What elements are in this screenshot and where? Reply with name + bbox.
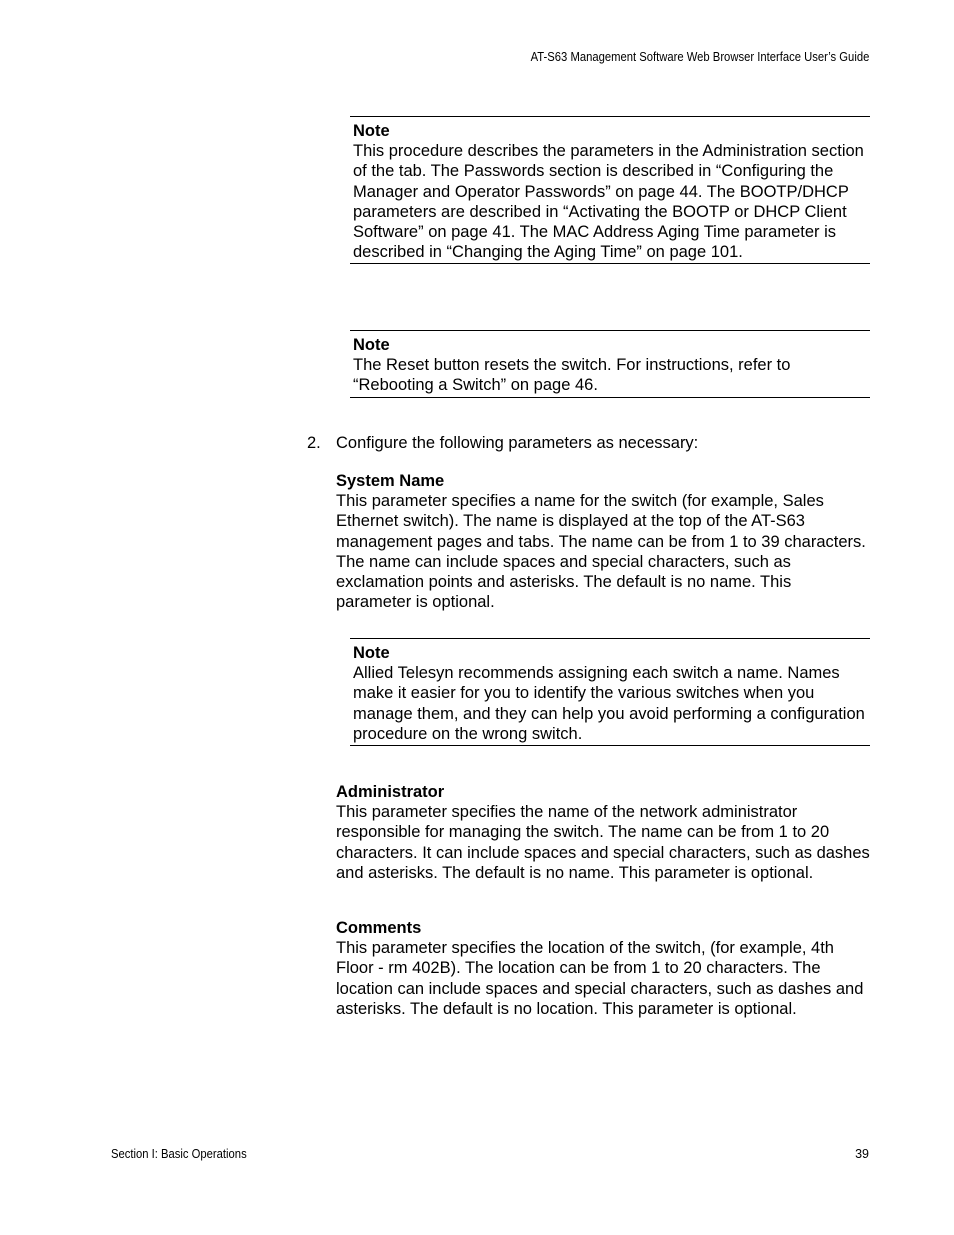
note-title: Note xyxy=(353,122,390,140)
note-body: This procedure describes the parameters in the Administration section of the tab. The Passwords section is described in “Configuring the Manager and Operator Passwords” on page 44. The BOOTP/DHCP parameters are described in “Activating the BOOTP or DHCP Client Software” on page 41. The MAC Address Aging Time parameter is described in “Changing the Aging Time” on page 101. xyxy=(353,142,864,262)
step-number: 2. xyxy=(307,434,321,452)
parameter-description: This parameter specifies a name for the switch (for example, Sales Ethernet switch). The name is displayed at the top of the AT-S63 management pages and tabs. The name can be from 1 to 39 characters. The name can include spaces and special characters, such as exclamation points and asterisks. The default is no name. This parameter is optional. xyxy=(336,492,866,612)
page-number: 39 xyxy=(855,1147,869,1161)
note-title: Note xyxy=(353,644,390,662)
parameter-administrator xyxy=(336,782,870,883)
note-title: Note xyxy=(353,336,390,354)
parameter-heading: Administrator xyxy=(336,783,445,801)
note-box-naming xyxy=(350,638,870,746)
parameter-description: This parameter specifies the location of the switch, (for example, 4th Floor - rm 402B). The location can be from 1 to 20 characters. The location can include spaces and special characters, such as dashes and asterisks. The default is no location. This parameter is optional. xyxy=(336,939,864,1018)
procedure-step xyxy=(307,433,698,453)
parameter-heading: Comments xyxy=(336,919,422,937)
parameter-system-name xyxy=(336,471,870,612)
note-box-reset xyxy=(350,330,870,398)
note-body: The Reset button resets the switch. For instructions, refer to “Rebooting a Switch” on page 46. xyxy=(353,356,791,395)
note-body: Allied Telesyn recommends assigning each switch a name. Names make it easier for you to identify the various switches when you manage them, and they can help you avoid performing a configuration procedure on the wrong switch. xyxy=(353,664,865,743)
parameter-description: This parameter specifies the name of the network administrator responsible for managing the switch. The name can be from 1 to 20 characters. It can include spaces and special characters, such as dashes and asterisks. The default is no name. This parameter is optional. xyxy=(336,803,870,882)
parameter-comments xyxy=(336,918,870,1019)
running-header: AT-S63 Management Software Web Browser Interface User’s Guide xyxy=(530,50,869,64)
step-text: Configure the following parameters as necessary: xyxy=(336,434,699,452)
note-box-scope xyxy=(350,116,870,264)
parameter-heading: System Name xyxy=(336,472,445,490)
footer-section: Section I: Basic Operations xyxy=(111,1147,247,1161)
